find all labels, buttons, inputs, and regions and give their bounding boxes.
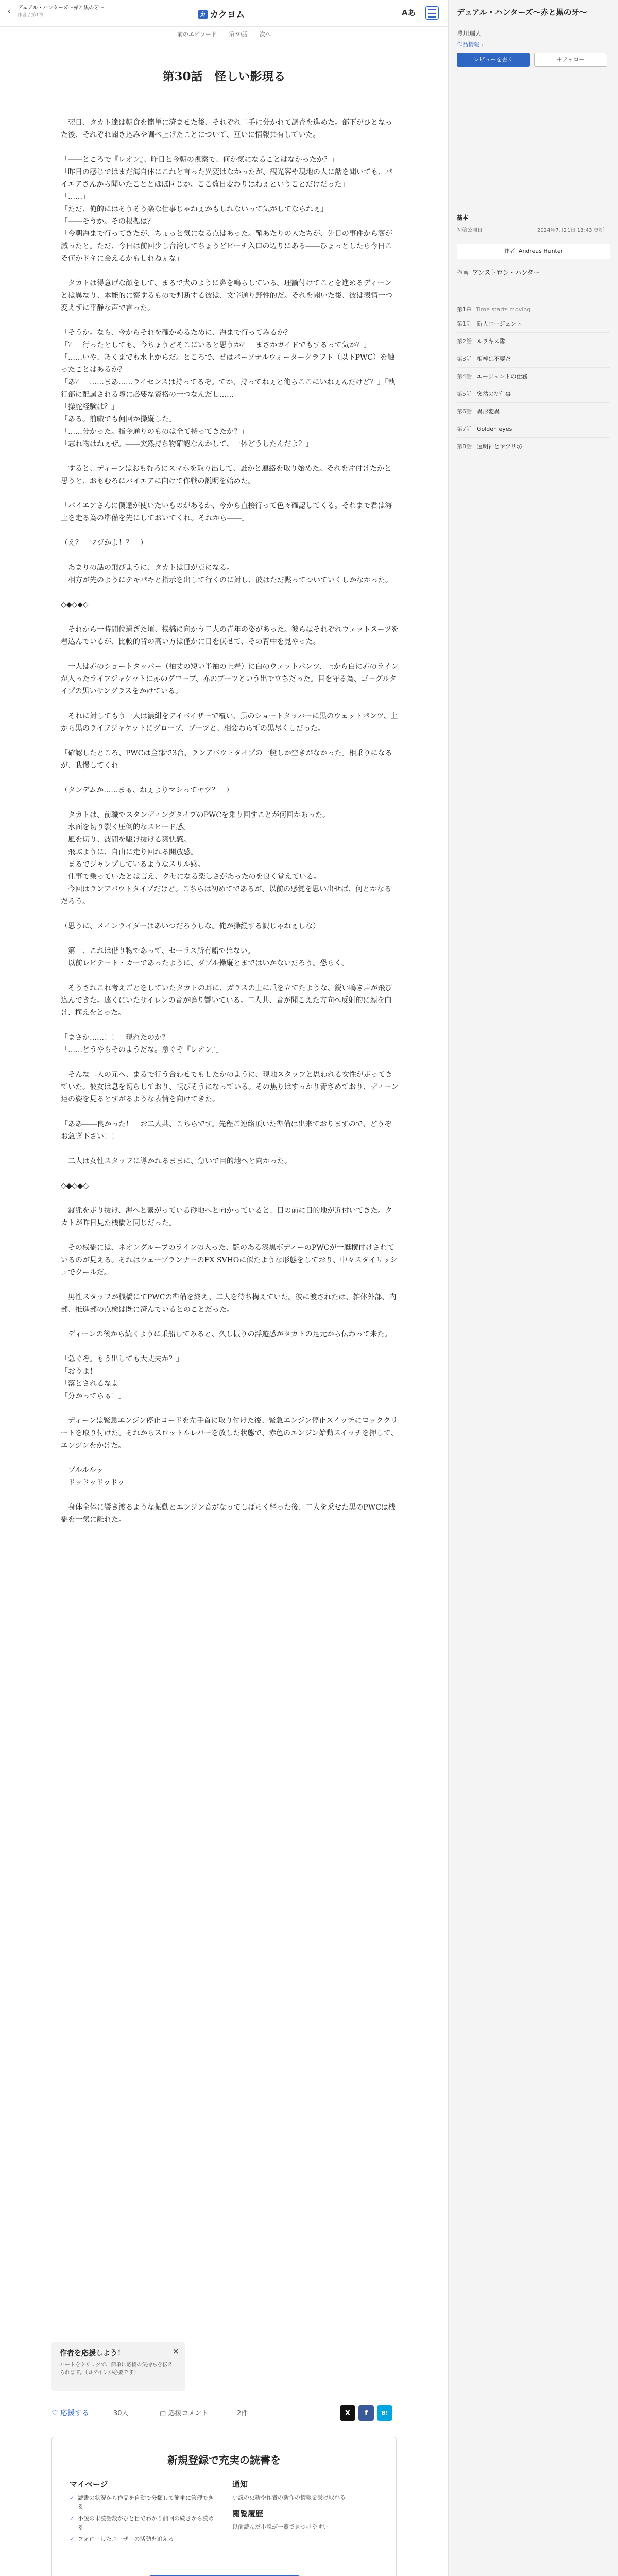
mypage-column <box>70 2479 219 2547</box>
episode-title: 第30話 怪しい影現る <box>162 70 286 83</box>
mypage-item: ✓ フォローしたユーザーの活動を追える <box>70 2535 219 2544</box>
arrow-left-icon[interactable]: ‹ <box>7 6 11 16</box>
paragraph-gap <box>61 524 399 537</box>
body-paragraph: ◇◆◇◆◇ <box>61 601 89 609</box>
episode-number: 第7話 <box>457 426 472 432</box>
sidebar-work-row <box>457 268 540 277</box>
paragraph-gap <box>61 1143 399 1155</box>
paragraph-gap <box>61 908 399 920</box>
body-paragraph: 「……どうやらそのようだな。急ぐぞ『レオン』」 <box>61 1046 223 1054</box>
site-logo[interactable] <box>198 7 245 20</box>
body-paragraph: 「――ところで『レオン』、昨日と今朝の視察で、何か気になることはなかったか？」 <box>61 156 338 164</box>
paragraph-gap <box>61 141 399 154</box>
body-paragraph: 「？ 行ったとしても、今ちょうどそこにいると思うか？ まさかガイドでもするって気か？」 <box>61 341 371 349</box>
paragraph-gap <box>61 611 399 623</box>
body-paragraph: その桟橋には、ネオングループのラインの入った、艶のある漆黒ボディーのPWCが一艇横付けされているのが見える。それはウェーブランナーのFX SVHOに似たような形態をしており、中々スタイリッシュでクールだ。 <box>61 1244 398 1277</box>
sidebar-author-card[interactable] <box>457 244 610 259</box>
paragraph-gap <box>61 698 399 710</box>
body-paragraph: 「――そうか。その根拠は？」 <box>61 217 162 226</box>
body-paragraph: そうされこれ考えごとをしていたタカトの耳に、ガラスの上に爪を立てたような、鋭い鳴き声が飛び込んできた。遠くにいたサイレンの音が鳴り響いている。二人共、音が聞こえた方向へ反射的に顔を向け、構えをとった。 <box>61 984 392 1017</box>
body-paragraph: ディーンは緊急エンジン停止コードを左手首に取り付けた後、緊急エンジン停止スイッチにロッククリートを取り付けた。それからスロットルレバーを放した状態で、赤色のエンジン始動スイッチを押して、エンジンをかけた。 <box>61 1417 398 1450</box>
paragraph-gap <box>61 450 399 463</box>
author-value: Andreas Hunter <box>518 248 563 255</box>
body-paragraph: 「分かってらぁ！」 <box>61 1392 126 1400</box>
close-icon[interactable]: ✕ <box>172 2347 179 2357</box>
logo-text: カクヨム <box>210 10 245 20</box>
paragraph-gap <box>61 1452 399 1464</box>
signup-box <box>52 2437 397 2576</box>
body-paragraph: （タンデムか……まぁ、ねぇよりマシってヤツ？ ） <box>61 786 233 794</box>
body-paragraph: 「……」 <box>61 193 90 201</box>
review-button[interactable]: レビューを書く <box>457 53 530 67</box>
sidebar-episode-item[interactable] <box>457 315 610 333</box>
history-desc: 以前読んだ小説が一覧で見つけやすい <box>232 2523 329 2530</box>
body-paragraph: それから一時間位過ぎた頃、桟橋に向かう二人の青年の姿があった。彼らはそれぞれウェットスーツを着込んでいるが、比較的背の高い方は僅かに目を伏せて、その背中を見やった。 <box>61 625 399 646</box>
body-paragraph: 相方が先のようにテキパキと指示を出して行くのに対し、彼はただ黙ってついていくしかなかった。 <box>61 576 392 584</box>
series-subtitle: 作者 / 第1章 <box>18 13 44 18</box>
paragraph-gap <box>61 1316 399 1328</box>
body-paragraph: 今回はランアバウトタイプだけど。こちらは初めてであるが、以前の感覚を思い出せば、何とかなるだろう。 <box>61 885 392 906</box>
episode-title-item: 突然の初仕事 <box>477 391 511 397</box>
body-paragraph: ◇◆◇◆◇ <box>61 1182 89 1190</box>
sidebar-episode-item[interactable] <box>457 333 610 350</box>
episode-number: 第4話 <box>457 373 472 380</box>
body-paragraph: 身体全体に響き渡るような振動とエンジン音がなってしばらく経った後、二人を乗せた黒のPWCは桟橋を一気に離れた。 <box>61 1503 396 1524</box>
episode-title-item: ルラキス隊 <box>477 338 505 345</box>
paragraph-gap <box>61 933 399 945</box>
body-paragraph: 翌日、タカト達は朝食を簡単に済ませた後、それぞれ二手に分かれて調査を進めた。部下がひとなった後、それぞれ聞き込みや調べ上げたことについて、互いに情報共有していた。 <box>61 118 392 139</box>
sidebar-date-row <box>457 226 604 233</box>
sidebar-episode-item[interactable] <box>457 385 610 403</box>
chapter-title: Time starts moving <box>476 306 531 313</box>
episode-number: 第5話 <box>457 391 472 397</box>
body-paragraph: 「操舵経験は？」 <box>61 403 118 411</box>
sidebar-episode-item[interactable] <box>457 350 610 368</box>
body-paragraph: 「まさか……！！ 現れたのか？」 <box>61 1033 176 1042</box>
body-paragraph: あまりの話の飛びように、タカトは目が点になる。 <box>61 564 234 572</box>
comment-button[interactable] <box>160 2408 208 2417</box>
paragraph-gap <box>61 1056 399 1069</box>
follow-button[interactable]: ＋フォロー <box>534 53 607 67</box>
paragraph-gap <box>61 796 399 809</box>
episode-title-item: 相棒は不要だ <box>477 355 511 362</box>
body-paragraph: 「昨日の感じではまだ海自体にこれと言った異変はなかったが、観光客や現地の人に話を聞いても、パイエアさんから聞いたこととほぼ同じか、ここ数日変わりはねぇということだけだった」 <box>61 168 392 189</box>
body-paragraph: まるでジャンプしているようなスリル感。 <box>61 860 205 869</box>
body-paragraph: 第一、これは借り物であって、セーラス所有船ではない。 <box>61 947 255 955</box>
mypage-item: ✓ 読書の状況から作品を自動で分類して簡単に管理できる <box>70 2494 219 2511</box>
episode-number: 第3話 <box>457 355 472 362</box>
body-paragraph: 「ただ、俺的にはそうそう楽な仕事じゃねぇかもしれないって気がしてならねぇ」 <box>61 205 328 213</box>
episode-title-item: エージェントの仕務 <box>477 373 528 380</box>
paragraph-gap <box>61 1341 399 1353</box>
body-paragraph: ブルルルッ <box>61 1466 104 1475</box>
comment-label: 応援コメント <box>168 2410 209 2417</box>
series-link[interactable] <box>18 5 141 19</box>
cheer-button[interactable] <box>52 2408 89 2418</box>
body-paragraph: 渡猟を走り抜け、海へと繋がっている砂地へと向かっていると、目の前に目的地が近付いてきた。タカトが昨日見た桟橋と同じだった。 <box>61 1207 392 1227</box>
paragraph-gap <box>61 1192 399 1205</box>
body-paragraph: 「パイエアさんに僕達が使いたいものがあるか、今から直接行って色々確認してくる。それまで君は海上を走る為の準備を先にしておいてくれ。それから――」 <box>61 502 392 522</box>
body-paragraph: そんな二人の元へ、まるで行う合わせでもしたかのように、現地スタッフと思われる女性が走ってきていた。彼女は息を切らしており、転びそうになっている。その焦りはすっかり青ざめており、ディーン達の姿を見るとすがるような表情を向けてきた。 <box>61 1071 399 1104</box>
episode-nav <box>0 27 448 42</box>
body-paragraph: 風を切り、波間を駆け抜ける爽快感。 <box>61 836 191 844</box>
cheer-label: 応援する <box>60 2409 90 2417</box>
episode-title-item: 異形変異 <box>477 408 500 415</box>
facebook-share-icon[interactable]: f <box>358 2405 374 2421</box>
next-episode-link[interactable]: 次へ <box>260 31 271 38</box>
font-setting-button[interactable]: Aあ <box>402 8 416 18</box>
episode-title-item: 透明神とヤツリ坊 <box>477 443 522 450</box>
support-description: ハートをクリックで、簡単に応援の気持ちを伝えられます。（ログインが必要です） <box>60 2362 173 2376</box>
episode-body <box>61 116 399 1526</box>
work-value[interactable]: アンストロン・ハンター <box>472 269 540 276</box>
body-paragraph: 以前レビテート・カーであったように、ダブル操縦とまではいかないだろう。恐らく。 <box>61 959 349 968</box>
paragraph-gap <box>61 1019 399 1031</box>
paragraph-gap <box>61 549 399 562</box>
comment-icon: ▢ <box>160 2410 168 2417</box>
sidebar-episode-item[interactable] <box>457 403 610 420</box>
mypage-item: ✓ 小説の未読話数がひと目でわかり前回の続きから読める <box>70 2514 219 2532</box>
history-title: 閲覧履歴 <box>232 2509 264 2518</box>
body-paragraph: すると、ディーンはおもむろにスマホを取り出して、誰かと連絡を取り始めた。それを片付けたかと思うと、おもむろにパイエアに向けて作戦の説明を始めた。 <box>61 465 392 485</box>
sidebar-title[interactable]: デュアル・ハンターズ〜赤と黒の牙〜 <box>457 8 587 17</box>
sidebar-author[interactable]: 豊川瑞人 <box>457 30 482 37</box>
cheer-count[interactable]: 30人 <box>113 2410 129 2417</box>
support-title: 作者を応援しよう！ <box>60 2349 125 2358</box>
paragraph-gap <box>61 1106 399 1118</box>
heart-icon: ♡ <box>52 2409 61 2417</box>
episode-number: 第1話 <box>457 320 472 327</box>
body-paragraph: 「おうよ！」 <box>61 1367 104 1376</box>
paragraph-gap <box>61 314 399 327</box>
body-paragraph: 「忘れ物はねぇぜ。――突然持ち物確認なんかして、一体どうしたんだよ？」 <box>61 440 313 448</box>
hatena-share-icon[interactable]: B! <box>377 2405 392 2421</box>
date-label: 初稿公開日 <box>457 228 483 233</box>
notice-title: 通知 <box>232 2480 248 2489</box>
sidebar-episode-item[interactable] <box>457 438 610 455</box>
paragraph-gap <box>61 735 399 747</box>
body-paragraph: 「……いや、あくまでも水上からだ。ところで、君はパーソナルウォータークラフト（以下PWC）を触ったことはあるか？」 <box>61 353 394 374</box>
body-paragraph: ドッドッドッドッ <box>61 1479 125 1487</box>
body-paragraph: 一人は赤のショートタッパー（袖丈の短い半袖の上着）に白のウェットパンツ、上から白に赤のラインが入ったライフジャケットに赤のグローブ、赤のブーツという出で立ちだった。目を守る為、ゴーグルタイプの黒いサングラスをかけている。 <box>61 663 399 696</box>
sidebar-chapter <box>457 305 610 313</box>
sidebar-section-title: 基本 <box>457 214 468 221</box>
paragraph-gap <box>61 1489 399 1501</box>
work-info-link[interactable]: 作品情報 › <box>457 41 484 48</box>
paragraph-gap <box>61 772 399 784</box>
body-paragraph: 水面を切り裂く圧倒的なスピード感。 <box>61 823 191 832</box>
date-value: 2024年7月21日 13:43 更新 <box>537 228 604 233</box>
body-paragraph: ディーンの後から続くように乗船してみると、久し振りの浮遊感がタカトの足元から伝わって来た。 <box>61 1330 392 1338</box>
body-paragraph: 「ああ――良かった！ お二人共、こちらです。先程ご連絡頂いた準備は出来ておりますので、どうぞお急ぎ下さい！！」 <box>61 1120 392 1141</box>
paragraph-gap <box>61 1402 399 1415</box>
body-paragraph: 「今朝海まで行ってきたが、ちょっと気になる点はあった。鞘あたりの人たちが、先日の事件から客が減ったと。ただ、今日は前回少し台湾してちょうどビーチ入口の辺りにある――ひょっとしたら今日こそ何かドキに会えるかもしれねぇな」 <box>61 230 392 263</box>
logo-mark-icon: カ <box>198 10 208 19</box>
episode-title-item: Golden eyes <box>477 426 512 432</box>
notice-desc: 小説の更新や作者の新作の情報を受け取れる <box>232 2494 346 2501</box>
paragraph-gap <box>61 1229 399 1242</box>
notice-column <box>232 2479 376 2537</box>
sidebar-episode-item[interactable] <box>457 368 610 385</box>
paragraph-gap <box>61 1167 399 1180</box>
prev-episode-link[interactable]: 前のエピソード <box>177 31 217 38</box>
body-paragraph: 「確認したところ、PWCは全部で3台、ランアバウトタイプの一艇しか空きがなかった。相乗りになるが、我慢してくれ」 <box>61 749 392 770</box>
body-paragraph: 男性スタッフが桟橋にてPWCの準備を終え、二人を待ち構えていた。彼に渡されたは、雑体外部、内部、推進部の点検は既に済んでいるとのことだった。 <box>61 1293 397 1314</box>
current-episode-label: 第30話 <box>229 31 248 38</box>
paragraph-gap <box>61 648 399 660</box>
paragraph-gap <box>61 265 399 277</box>
body-paragraph: タカトは、前職でスタンディングタイプのPWCを乗り回すことが何回かあった。 <box>61 811 330 819</box>
action-bar <box>52 2403 397 2424</box>
x-share-icon[interactable]: X <box>340 2405 355 2421</box>
mypage-title: マイページ <box>70 2480 108 2489</box>
chapter-number: 第1章 <box>457 306 472 313</box>
body-paragraph: 「そうか。なら、今からそれを確かめるために、海まで行ってみるか？」 <box>61 329 299 337</box>
body-paragraph: 二人は女性スタッフに導かれるままに、急いで目的地へと向かった。 <box>61 1157 291 1165</box>
body-paragraph: 飛ぶように、自由に走り回れる開放感。 <box>61 848 198 856</box>
episode-title-item: 新人エージェント <box>477 320 522 327</box>
sidebar <box>448 0 618 2576</box>
signup-heading: 新規登録で充実の読書を <box>167 2454 281 2466</box>
body-paragraph: 「あ？ ……まあ……ライセンスは持ってるぞ。てか、持ってねぇと俺らここにいねぇんだけど？」「執行部に配属される際に必要な資格の一つなんだし……」 <box>61 378 396 399</box>
episode-number: 第8話 <box>457 443 472 450</box>
work-label: 作画 <box>457 269 468 276</box>
body-paragraph: （え？ マジかよ！？ ） <box>61 539 147 547</box>
body-paragraph: 「ある。前職でも何回か操縦した」 <box>61 415 176 423</box>
body-paragraph: タカトは得意げな顔をして、まるで犬のように鼻を鳴らしている。理論付けてことを進めるディーンとは異なり、本能的に察するもので判断する彼は、文字通り野性的だ。それを聞いた後、彼は表情一つ変えずに平静な声で言った。 <box>61 279 392 312</box>
body-paragraph: 仕事で乗っていたとは言え、クセになる楽しさがあったのを良く覚えている。 <box>61 873 321 881</box>
body-paragraph: 「急ぐぞ。もう出しても大丈夫か？」 <box>61 1355 183 1363</box>
author-label: 作者 <box>504 248 516 255</box>
sidebar-episode-item[interactable] <box>457 420 610 438</box>
series-title: デュアル・ハンターズ〜赤と黒の牙〜 <box>18 5 105 11</box>
body-paragraph: （思うに、メインライダーはあいつだろうしな。俺が操縦する訳じゃねぇしな） <box>61 922 320 930</box>
body-paragraph: それに対してもう一人は濃紺をアイバイザーで覆い、黒のショートタッパーに黒のウェットパンツ、上から黒のライフジャケットにグローブ、ブーツと、相変わらずの黒尽くしだった。 <box>61 712 398 733</box>
paragraph-gap <box>61 1279 399 1291</box>
comment-count[interactable]: 2件 <box>237 2410 248 2417</box>
support-box <box>52 2342 185 2391</box>
body-paragraph: 「落とされるなよ」 <box>61 1380 126 1388</box>
top-header <box>0 0 448 27</box>
paragraph-gap <box>61 970 399 982</box>
episode-number: 第6話 <box>457 408 472 415</box>
body-paragraph: 「……分かった。指令通りのものは全て持ってきたか？」 <box>61 428 248 436</box>
hamburger-menu-icon[interactable] <box>425 6 439 20</box>
paragraph-gap <box>61 586 399 599</box>
paragraph-gap <box>61 487 399 500</box>
episode-number: 第2話 <box>457 338 472 345</box>
